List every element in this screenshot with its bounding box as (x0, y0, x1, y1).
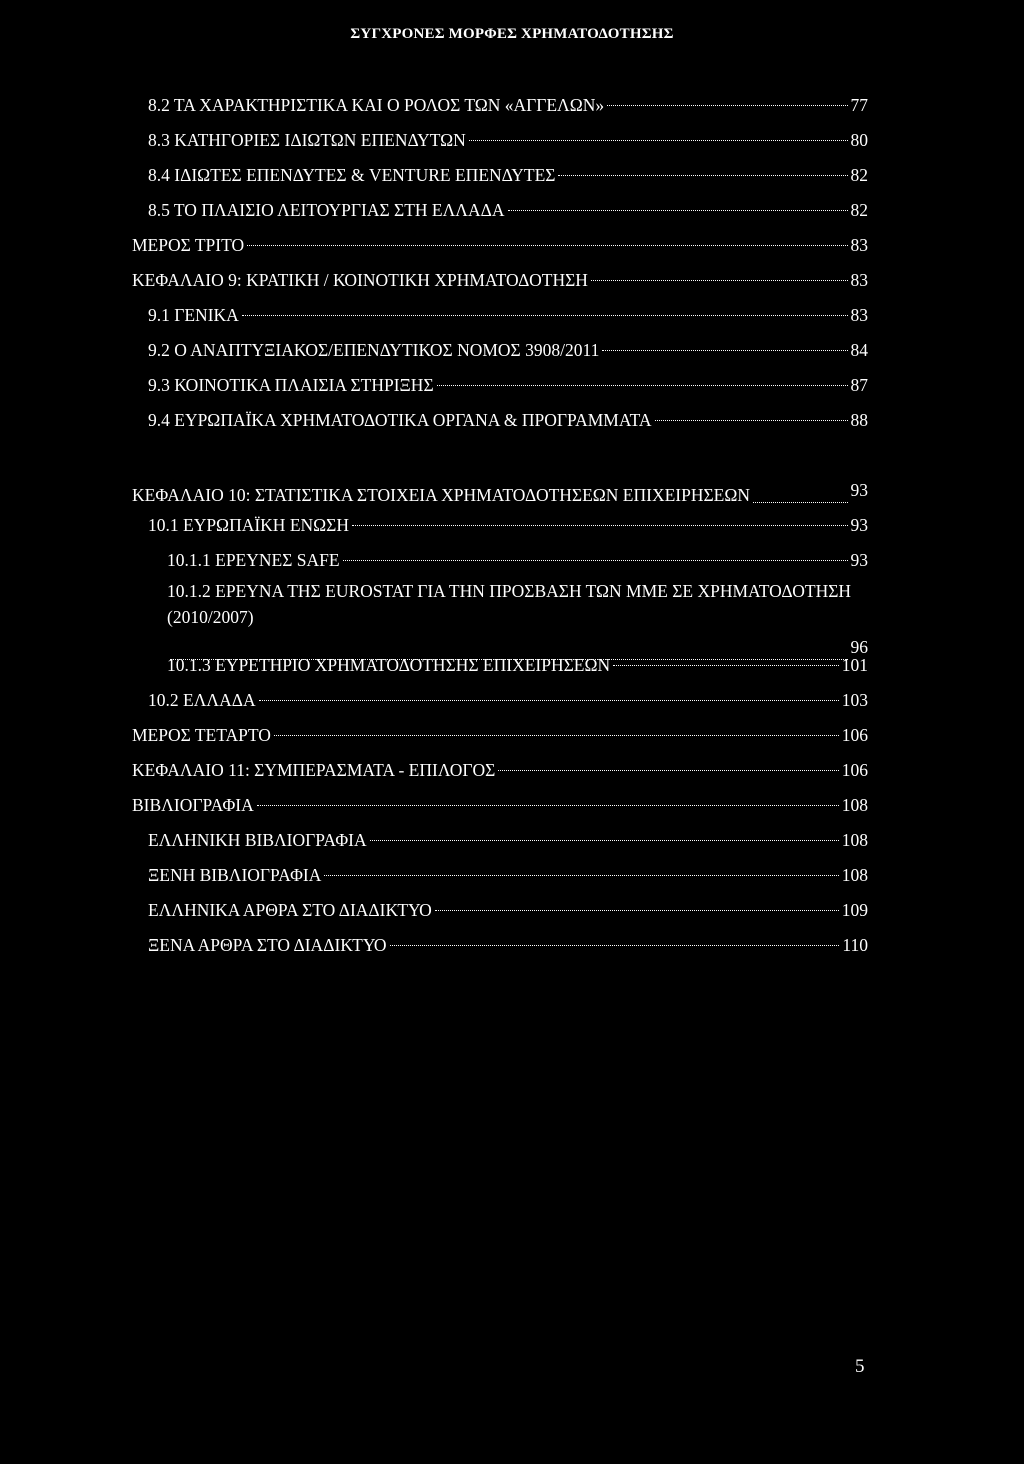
toc-entry-page: 106 (841, 760, 868, 780)
toc-entry-title: ΕΛΛΗΝΙΚΗ ΒΙΒΛΙΟΓΡΑΦΙΑ (148, 830, 367, 850)
toc-entry-page: 108 (841, 865, 868, 885)
dot-leader (602, 350, 847, 351)
toc-entry-title: 10.1.3 ΕΥΡΕΤΗΡΙΟ ΧΡΗΜΑΤΟΔΟΤΗΣΗΣ ΕΠΙΧΕΙΡΗΣΕΩΝ (167, 655, 611, 675)
toc-entry[interactable] (0, 333, 1024, 368)
toc-entry[interactable] (0, 578, 1024, 657)
toc-entry-title: 8.5 ΤΟ ΠΛΑΙΣΙΟ ΛΕΙΤΟΥΡΓΙΑΣ ΣΤΗ ΕΛΛΑΔΑ (148, 200, 505, 220)
table-of-contents (0, 88, 1024, 963)
toc-entry-title: ΚΕΦΑΛΑΙΟ 10: ΣΤΑΤΙΣΤΙΚΑ ΣΤΟΙΧΕΙΑ ΧΡΗΜΑΤΟΔΟΤΗΣΕΩΝ ΕΠΙΧΕΙΡΗΣΕΩΝ (132, 485, 751, 505)
toc-entry-page: 93 (850, 515, 868, 535)
toc-entry-title: ΚΕΦΑΛΑΙΟ 11: ΣΥΜΠΕΡΑΣΜΑΤΑ - ΕΠΙΛΟΓΟΣ (132, 760, 496, 780)
toc-entry[interactable] (0, 928, 1024, 963)
toc-entry-title: 8.3 ΚΑΤΗΓΟΡΙΕΣ ΙΔΙΩΤΩΝ ΕΠΕΝΔΥΤΩΝ (148, 130, 466, 150)
toc-entry[interactable] (0, 123, 1024, 158)
toc-entry-page: 83 (850, 305, 868, 325)
dot-leader (324, 875, 838, 876)
dot-leader (591, 280, 848, 281)
toc-entry-page: 108 (841, 795, 868, 815)
dot-leader (613, 665, 839, 666)
toc-entry-page: 93 (850, 480, 868, 500)
toc-entry-title: 9.3 ΚΟΙΝΟΤΙΚΑ ΠΛΑΙΣΙΑ ΣΤΗΡΙΞΗΣ (148, 375, 434, 395)
toc-entry-title: 9.2 Ο ΑΝΑΠΤΥΞΙΑΚΟΣ/ΕΠΕΝΔΥΤΙΚΟΣ ΝΟΜΟΣ 3908/2011 (148, 340, 600, 360)
toc-entry[interactable] (0, 438, 1024, 508)
toc-entry[interactable] (0, 228, 1024, 263)
toc-entry-title: ΜΕΡΟΣ ΤΕΤΑΡΤΟ (132, 725, 271, 745)
dot-leader (259, 700, 839, 701)
toc-entry-page: 87 (850, 375, 868, 395)
dot-leader (390, 945, 840, 946)
toc-entry-page: 83 (850, 235, 868, 255)
toc-entry-page: 101 (841, 655, 868, 675)
toc-entry-title: 10.1.2 ΕΡΕΥΝΑ ΤΗΣ EUROSTAT ΓΙΑ ΤΗΝ ΠΡΟΣΒΑΣΗ ΤΩΝ ΜΜΕ ΣΕ ΧΡΗΜΑΤΟΔΟΤΗΣΗ (2010/2007) (167, 581, 852, 627)
toc-entry-title: ΕΛΛΗΝΙΚΑ ΑΡΘΡΑ ΣΤΟ ΔΙΑΔΙΚΤΥΟ (148, 900, 432, 920)
toc-entry-title: ΞΕΝΗ ΒΙΒΛΙΟΓΡΑΦΙΑ (148, 865, 322, 885)
toc-entry-title: ΞΕΝΑ ΑΡΘΡΑ ΣΤΟ ΔΙΑΔΙΚΤΥΟ (148, 935, 387, 955)
toc-entry-page: 80 (850, 130, 868, 150)
toc-entry-title: ΜΕΡΟΣ ΤΡΙΤΟ (132, 235, 245, 255)
toc-entry[interactable] (0, 683, 1024, 718)
dot-leader (352, 525, 848, 526)
dot-leader (437, 385, 848, 386)
toc-entry[interactable] (0, 193, 1024, 228)
dot-leader (274, 735, 839, 736)
toc-entry-page: 93 (850, 550, 868, 570)
dot-leader (607, 105, 847, 106)
toc-entry-page: 83 (850, 270, 868, 290)
toc-entry-title: 10.1 ΕΥΡΩΠΑΪΚΗ ΕΝΩΣΗ (148, 515, 349, 535)
dot-leader (247, 245, 847, 246)
toc-entry[interactable] (0, 298, 1024, 333)
toc-entry[interactable] (0, 753, 1024, 788)
toc-entry[interactable] (0, 158, 1024, 193)
toc-entry[interactable] (0, 88, 1024, 123)
dot-leader (370, 840, 839, 841)
toc-entry[interactable] (0, 543, 1024, 578)
toc-entry-page: 110 (842, 935, 868, 955)
dot-leader (242, 315, 848, 316)
toc-entry[interactable] (0, 368, 1024, 403)
toc-entry[interactable] (0, 263, 1024, 298)
dot-leader (435, 910, 839, 911)
toc-entry-page: 103 (841, 690, 868, 710)
dot-leader (498, 770, 838, 771)
toc-entry-page: 108 (841, 830, 868, 850)
toc-entry[interactable] (0, 718, 1024, 753)
toc-entry-title: 9.1 ΓΕΝΙΚΑ (148, 305, 239, 325)
toc-entry-page: 88 (850, 410, 868, 430)
dot-leader (753, 502, 847, 503)
toc-entry[interactable] (0, 403, 1024, 438)
toc-entry[interactable] (0, 858, 1024, 893)
dot-leader (343, 560, 848, 561)
toc-entry-page: 82 (850, 200, 868, 220)
toc-entry[interactable] (0, 648, 1024, 683)
toc-entry-title: 9.4 ΕΥΡΩΠΑΪΚΑ ΧΡΗΜΑΤΟΔΟΤΙΚΑ ΟΡΓΑΝΑ & ΠΡΟΓΡΑΜΜΑΤΑ (148, 410, 652, 430)
running-header: ΣΥΓΧΡΟΝΕΣ ΜΟΡΦΕΣ ΧΡΗΜΑΤΟΔΟΤΗΣΗΣ (350, 26, 674, 42)
toc-entry-title: 8.2 ΤΑ ΧΑΡΑΚΤΗΡΙΣΤΙΚΑ ΚΑΙ Ο ΡΟΛΟΣ ΤΩΝ «ΑΓΓΕΛΩΝ» (148, 95, 605, 115)
toc-entry[interactable] (0, 893, 1024, 928)
dot-leader (469, 140, 848, 141)
toc-entry-title: ΚΕΦΑΛΑΙΟ 9: ΚΡΑΤΙΚΗ / ΚΟΙΝΟΤΙΚΗ ΧΡΗΜΑΤΟΔΟΤΗΣΗ (132, 270, 588, 290)
toc-entry-page: 96 (850, 637, 868, 657)
dot-leader (558, 175, 847, 176)
toc-entry-page: 82 (850, 165, 868, 185)
toc-entry[interactable] (0, 788, 1024, 823)
page-number: 5 (855, 1356, 865, 1377)
toc-entry-title: ΒΙΒΛΙΟΓΡΑΦΙΑ (132, 795, 254, 815)
toc-entry-title: 10.2 ΕΛΛΑΔΑ (148, 690, 256, 710)
toc-entry[interactable] (0, 508, 1024, 543)
toc-entry-page: 77 (850, 95, 868, 115)
dot-leader (257, 805, 839, 806)
toc-entry-title: 8.4 ΙΔΙΩΤΕΣ ΕΠΕΝΔΥΤΕΣ & VENTURE ΕΠΕΝΔΥΤΕΣ (148, 165, 556, 185)
toc-entry-page: 84 (850, 340, 868, 360)
toc-entry-page: 106 (841, 725, 868, 745)
dot-leader (508, 210, 848, 211)
toc-entry-page: 109 (841, 900, 868, 920)
dot-leader (655, 420, 848, 421)
toc-entry-title: 10.1.1 ΕΡΕΥΝΕΣ SAFE (167, 550, 340, 570)
toc-entry[interactable] (0, 823, 1024, 858)
